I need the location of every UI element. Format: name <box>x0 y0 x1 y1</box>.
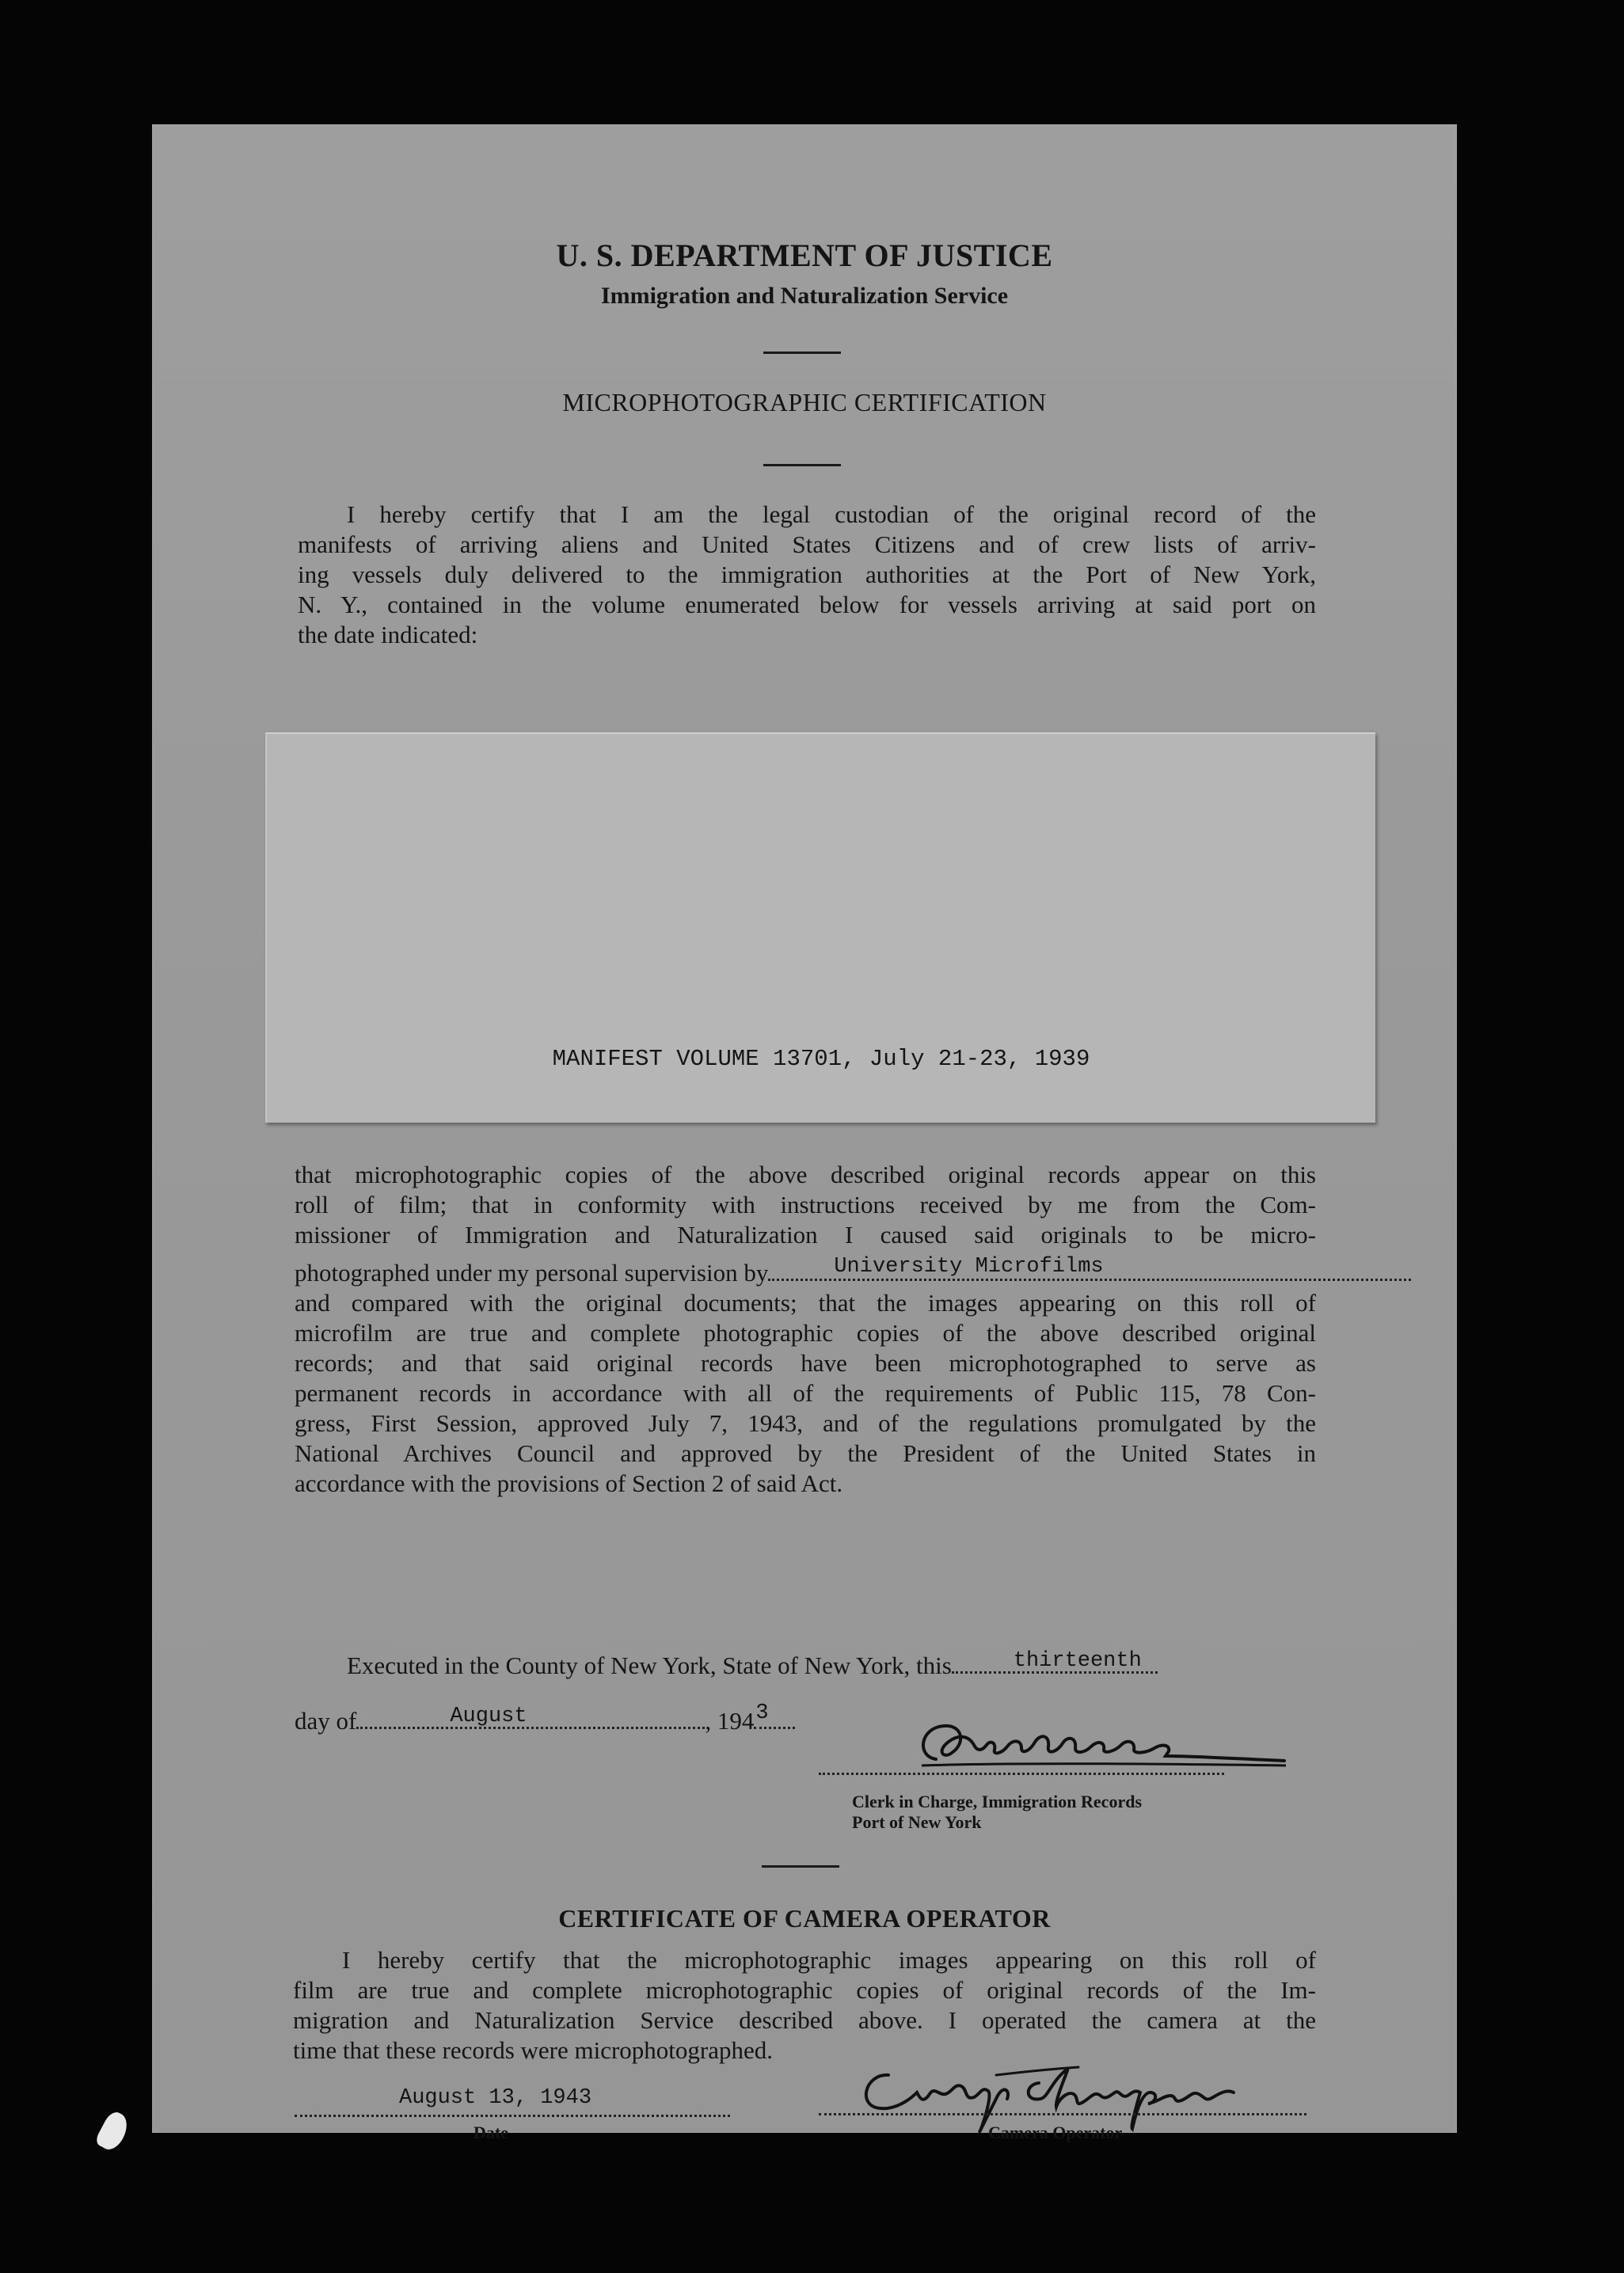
paragraph-line: that microphotographic copies of the above described original records appear on this <box>295 1161 1316 1188</box>
supervision-line <box>295 1255 1316 1288</box>
paragraph-line: gress, First Session, approved July 7, 1943, and of the regulations promulgated by the <box>295 1409 1316 1437</box>
paragraph-line: I hereby certify that the microphotographic images appearing on this roll of <box>342 1946 1316 1974</box>
clerk-title-line: Port of New York <box>852 1812 982 1832</box>
paragraph-line: National Archives Council and approved by the President of the United States in <box>295 1439 1316 1467</box>
body-paragraph <box>295 1160 1316 1499</box>
paragraph-line: roll of film; that in conformity with instructions received by me from the Com- <box>295 1191 1316 1218</box>
year-field <box>754 1701 795 1729</box>
camera-operator-paragraph <box>293 1945 1316 2066</box>
supervision-field <box>768 1255 1411 1281</box>
paragraph-line: accordance with the provisions of Section 2 of said Act. <box>295 1469 843 1497</box>
paragraph-line: records; and that said original records have been microphotographed to serve as <box>295 1349 1316 1377</box>
scan-artifact <box>93 2109 132 2153</box>
clerk-signature <box>880 1704 1292 1783</box>
clerk-title <box>852 1792 1248 1833</box>
date-value: August 13, 1943 <box>399 2086 592 2110</box>
date-field <box>295 2088 730 2117</box>
clerk-title-line: Clerk in Charge, Immigration Records <box>852 1792 1143 1811</box>
supervision-prefix: photographed under my personal supervision by <box>295 1259 769 1287</box>
date-label: Date <box>474 2123 508 2142</box>
paragraph-line: I hereby certify that I am the legal custodian of the original record of the <box>347 500 1316 528</box>
paragraph-line: permanent records in accordance with all of the requirements of Public 115, 78 Con- <box>295 1379 1316 1407</box>
execution-text: Executed in the County of New York, State of New York, this <box>347 1652 952 1679</box>
certification-title: MICROPHOTOGRAPHIC CERTIFICATION <box>562 388 1047 416</box>
paragraph-line: the date indicated: <box>298 621 478 648</box>
paragraph-line: N. Y., contained in the volume enumerated below for vessels arriving at said port on <box>298 591 1316 618</box>
day-value: thirteenth <box>1013 1649 1142 1673</box>
divider <box>763 352 841 354</box>
intro-paragraph <box>298 500 1316 650</box>
day-of-label: day of <box>295 1707 357 1735</box>
manifest-insert <box>265 732 1375 1123</box>
paragraph-line: missioner of Immigration and Naturalization I caused said originals to be micro- <box>295 1221 1316 1249</box>
month-value: August <box>450 1705 527 1728</box>
year-prefix: , 194 <box>705 1707 755 1735</box>
year-digit: 3 <box>755 1701 769 1725</box>
service-subtitle: Immigration and Naturalization Service <box>600 283 1009 309</box>
paragraph-line: migration and Naturalization Service described above. I operated the camera at the <box>293 2006 1316 2034</box>
day-field <box>952 1649 1158 1674</box>
divider <box>762 1865 839 1868</box>
paragraph-line: manifests of arriving aliens and United States Citizens and of crew lists of arriv- <box>298 530 1316 558</box>
department-title: U. S. DEPARTMENT OF JUSTICE <box>556 238 1053 273</box>
paragraph-line: and compared with the original documents; that the images appearing on this roll of <box>295 1289 1316 1317</box>
month-field <box>356 1705 705 1729</box>
paragraph-line: ing vessels duly delivered to the immigration authorities at the Port of New York, <box>298 561 1316 588</box>
date-line <box>295 1701 928 1736</box>
camera-operator-title: CERTIFICATE OF CAMERA OPERATOR <box>558 1904 1051 1933</box>
manifest-volume-text: MANIFEST VOLUME 13701, July 21-23, 1939 <box>552 1046 1090 1072</box>
supervision-value: University Microfilms <box>834 1255 1104 1279</box>
paragraph-line: film are true and complete microphotographic copies of original records of the Im- <box>293 1976 1316 2004</box>
operator-label: Camera Operator <box>988 2123 1123 2142</box>
divider <box>763 464 841 466</box>
certificate-page <box>152 124 1457 2142</box>
operator-signature-line <box>819 2113 1306 2115</box>
execution-line <box>347 1651 1321 1681</box>
paragraph-line: microfilm are true and complete photographic copies of the above described original <box>295 1319 1316 1347</box>
paragraph-line: time that these records were microphotographed. <box>293 2036 773 2064</box>
clerk-signature-line <box>819 1773 1224 1775</box>
